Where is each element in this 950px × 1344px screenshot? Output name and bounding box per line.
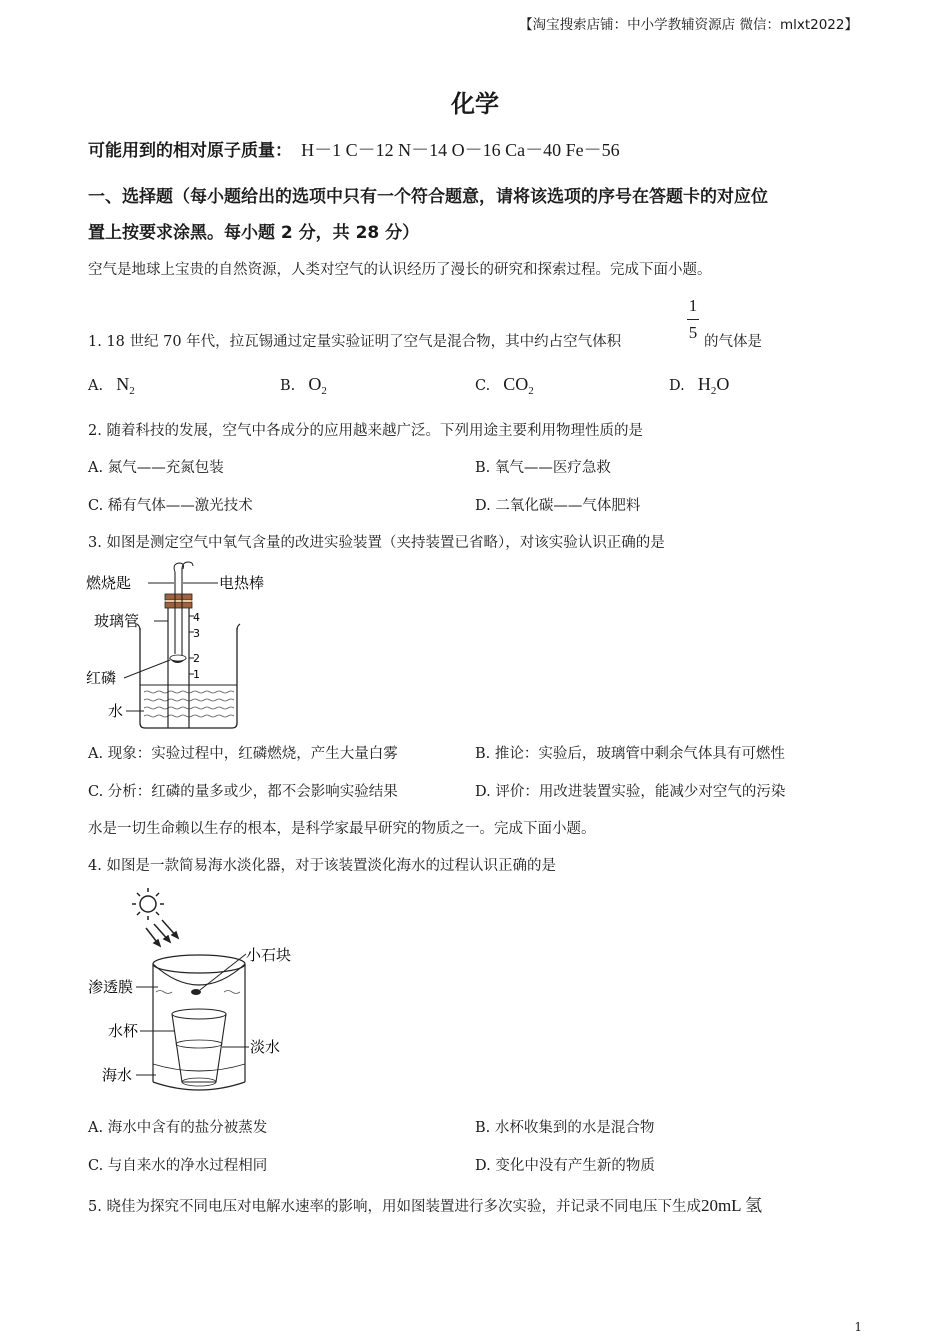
q2-option-d: D. 二氧化碳——气体肥料: [475, 498, 641, 514]
q3-stem: 3. 如图是测定空气中氧气含量的改进实验装置（夹持装置已省略），对该实验认识正确的是: [88, 535, 665, 551]
formula-main: N: [116, 374, 130, 394]
formula-main: O: [308, 374, 322, 394]
q1-frac-denominator: 5: [688, 323, 698, 342]
stopper-band: [165, 594, 192, 600]
leader-line-phosphorus: [124, 660, 170, 678]
q4-option-d: D. 变化中没有产生新的物质: [475, 1158, 655, 1174]
q1-frac-numerator: 1: [688, 296, 698, 315]
scale-label-3: 3: [193, 627, 200, 640]
page-title: 化学: [451, 90, 499, 118]
q3-option-c: C. 分析：红磷的量多或少，都不会影响实验结果: [88, 784, 398, 800]
q5-stem-line: [88, 1191, 762, 1216]
q2-stem: 2. 随着科技的发展，空气中各成分的应用越来越广泛。下列用途主要利用物理性质的是: [88, 423, 643, 439]
intro-water: 水是一切生命赖以生存的根本，是科学家最早研究的物质之一。完成下面小题。: [88, 821, 596, 837]
label-red-phosphorus: 红磷: [86, 669, 117, 687]
intro-air: 空气是地球上宝贵的自然资源，人类对空气的认识经历了漫长的研究和探索过程。完成下面小题。: [88, 262, 712, 278]
q1-option-c: [475, 374, 534, 397]
q1-stem-end: 的气体是: [704, 334, 762, 350]
formula-sub: 2: [710, 385, 717, 397]
q5-stem-tail: 20mL 氢: [700, 1196, 763, 1215]
formula-sub: 2: [129, 385, 135, 397]
label-spoon: 燃烧匙: [86, 574, 132, 592]
atomic-mass-label: 可能用到的相对原子质量：: [88, 141, 292, 161]
label-small-stone: 小石块: [246, 946, 292, 964]
label-heating-rod: 电热棒: [219, 574, 265, 592]
label-water-cup: 水杯: [108, 1022, 139, 1040]
q4-desalinator-figure: [88, 884, 304, 1104]
sunlight-arrows-icon: [146, 920, 178, 946]
sun-icon: [132, 888, 164, 920]
page-number: 1: [854, 1320, 862, 1334]
formula-main: H: [697, 374, 711, 394]
fraction-bar: [687, 319, 699, 320]
q4-option-b: B. 水杯收集到的水是混合物: [475, 1120, 655, 1136]
beaker-lip-right: [237, 624, 240, 630]
label-sea-water: 海水: [102, 1066, 133, 1084]
scale-label-4: 4: [193, 611, 200, 624]
q2-option-c: C. 稀有气体——激光技术: [88, 498, 253, 514]
container-top: [153, 955, 245, 973]
q1-option-d: [669, 374, 729, 397]
option-letter: D.: [669, 378, 685, 394]
section1-heading-line1: 一、选择题（每小题给出的选项中只有一个符合题意，请将该选项的序号在答题卡的对应位: [88, 187, 768, 207]
label-glass-tube: 玻璃管: [94, 612, 140, 630]
atomic-mass-line: [88, 136, 620, 162]
stopper-gap: [166, 600, 191, 602]
q4-stem: 4. 如图是一款简易海水淡化器，对于该装置淡化海水的过程认识正确的是: [88, 858, 556, 874]
q4-option-a: A. 海水中含有的盐分被蒸发: [88, 1120, 268, 1136]
formula-sub: 2: [528, 385, 534, 397]
option-letter: C.: [475, 378, 491, 394]
atomic-mass-values: H－1 C－12 N－14 O－16 Ca－40 Fe－56: [301, 140, 620, 160]
header-note: 【淘宝搜索店铺：中小学教辅资源店 微信：mlxt2022】: [519, 17, 858, 33]
q2-option-a: A. 氮气——充氮包装: [88, 460, 224, 476]
q3-apparatus-figure: [82, 558, 282, 734]
label-membrane: 渗透膜: [88, 978, 134, 996]
option-letter: A.: [88, 378, 104, 394]
section1-heading-line2: 置上按要求涂黑。每小题 2 分，共 28 分）: [88, 223, 420, 243]
scale-label-1: 1: [193, 668, 200, 681]
q1-fraction: [682, 296, 704, 343]
q3-option-b: B. 推论：实验后，玻璃管中剩余气体具有可燃性: [475, 746, 785, 762]
cup-rim: [172, 1009, 226, 1019]
q5-stem: 5. 晓佳为探究不同电压对电解水速率的影响，用如图装置进行多次实验，并记录不同电压下生成: [88, 1199, 701, 1215]
stopper-band: [165, 602, 192, 608]
q1-stem: 1. 18 世纪 70 年代，拉瓦锡通过定量实验证明了空气是混合物，其中约占空气体积: [88, 334, 622, 350]
q3-option-d: D. 评价：用改进装置实验，能减少对空气的污染: [475, 784, 786, 800]
spoon-rim: [170, 655, 186, 661]
q1-option-b: [280, 374, 327, 397]
label-water: 水: [108, 702, 124, 720]
formula-after: O: [716, 374, 730, 394]
small-stone: [191, 989, 201, 995]
formula-main: CO: [503, 374, 529, 394]
q1-option-a: [88, 374, 135, 397]
formula-sub: 2: [321, 385, 327, 397]
label-fresh-water: 淡水: [250, 1038, 281, 1056]
q2-option-b: B. 氧气——医疗急救: [475, 460, 611, 476]
q4-option-c: C. 与自来水的净水过程相同: [88, 1158, 268, 1174]
q3-option-a: A. 现象：实验过程中，红磷燃烧，产生大量白雾: [88, 746, 398, 762]
option-letter: B.: [280, 378, 296, 394]
scale-label-2: 2: [193, 652, 200, 665]
